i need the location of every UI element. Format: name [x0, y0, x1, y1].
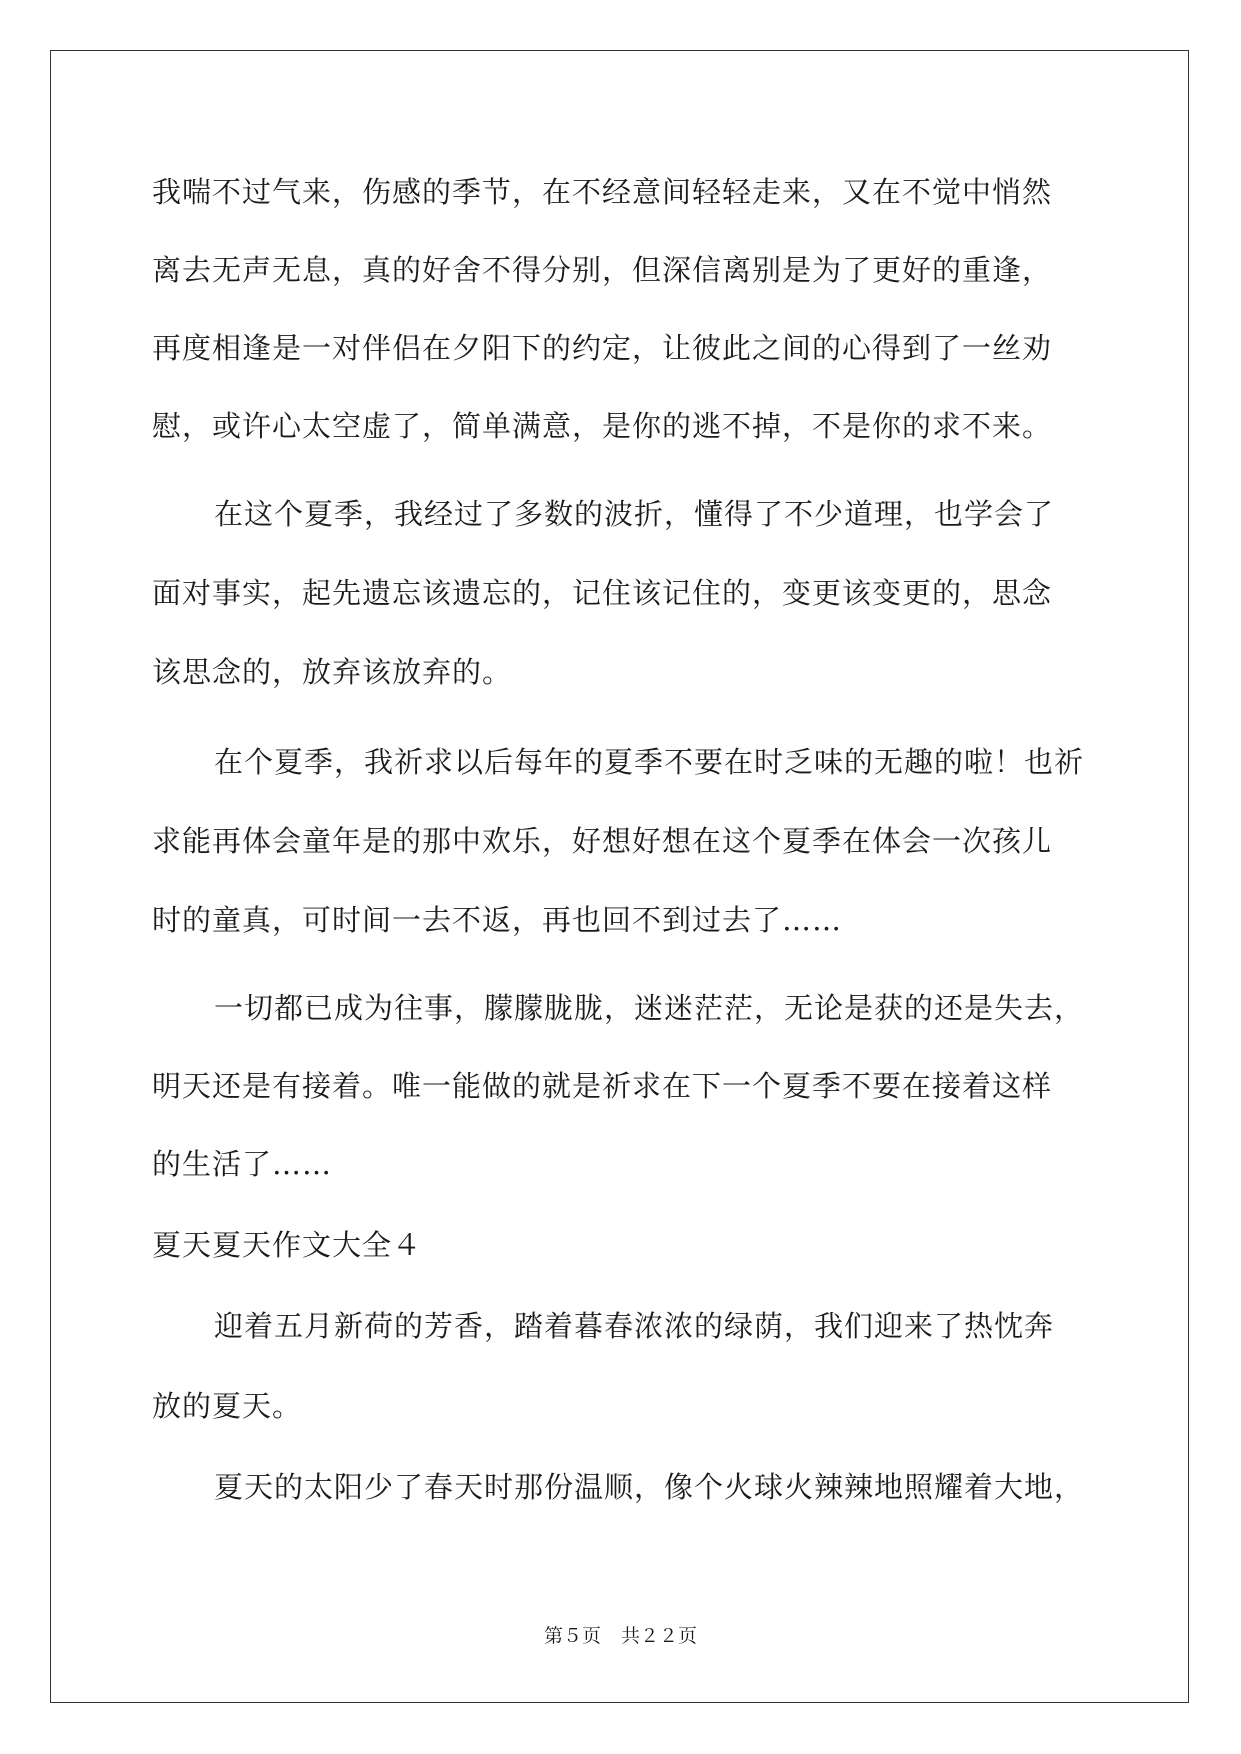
paragraph-line: 面对事实，起先遗忘该遗忘的，记住该记住的，变更该变更的，思念: [152, 576, 1053, 610]
paragraph-line: 再度相逢是一对伴侣在夕阳下的约定，让彼此之间的心得到了一丝劝: [152, 331, 1053, 365]
paragraph-line: 明天还是有接着。唯一能做的就是祈求在下一个夏季不要在接着这样: [152, 1069, 1053, 1103]
paragraph-line: 放的夏天。: [152, 1389, 303, 1423]
paragraph-line: 慰，或许心太空虚了，简单满意，是你的逃不掉，不是你的求不来。: [152, 409, 1053, 443]
page-border: [50, 50, 1189, 1703]
paragraph-line: 一切都已成为往事，朦朦胧胧，迷迷茫茫，无论是获的还是失去，: [214, 991, 1085, 1025]
paragraph-line: 在个夏季，我祈求以后每年的夏季不要在时乏味的无趣的啦！也祈: [214, 745, 1085, 779]
paragraph-line: 时的童真，可时间一去不返，再也回不到过去了……: [152, 903, 843, 937]
paragraph-line: 迎着五月新荷的芳香，踏着暮春浓浓的绿荫，我们迎来了热忱奔: [214, 1309, 1055, 1343]
page-number: 第５页: [543, 1625, 601, 1647]
page-footer: [0, 1624, 1241, 1648]
paragraph-line: 的生活了……: [152, 1147, 333, 1181]
page-total: 共２２页: [621, 1625, 698, 1647]
section-heading: 夏天夏天作文大全４: [152, 1228, 423, 1262]
paragraph-line: 夏天的太阳少了春天时那份温顺，像个火球火辣辣地照耀着大地，: [214, 1470, 1085, 1504]
paragraph-line: 求能再体会童年是的那中欢乐，好想好想在这个夏季在体会一次孩儿: [152, 824, 1053, 858]
paragraph-line: 在这个夏季，我经过了多数的波折，懂得了不少道理，也学会了: [214, 497, 1055, 531]
paragraph-line: 我喘不过气来，伤感的季节，在不经意间轻轻走来，又在不觉中悄然: [152, 175, 1053, 209]
paragraph-line: 该思念的，放弃该放弃的。: [152, 655, 513, 689]
paragraph-line: 离去无声无息，真的好舍不得分别，但深信离别是为了更好的重逢，: [152, 253, 1053, 287]
